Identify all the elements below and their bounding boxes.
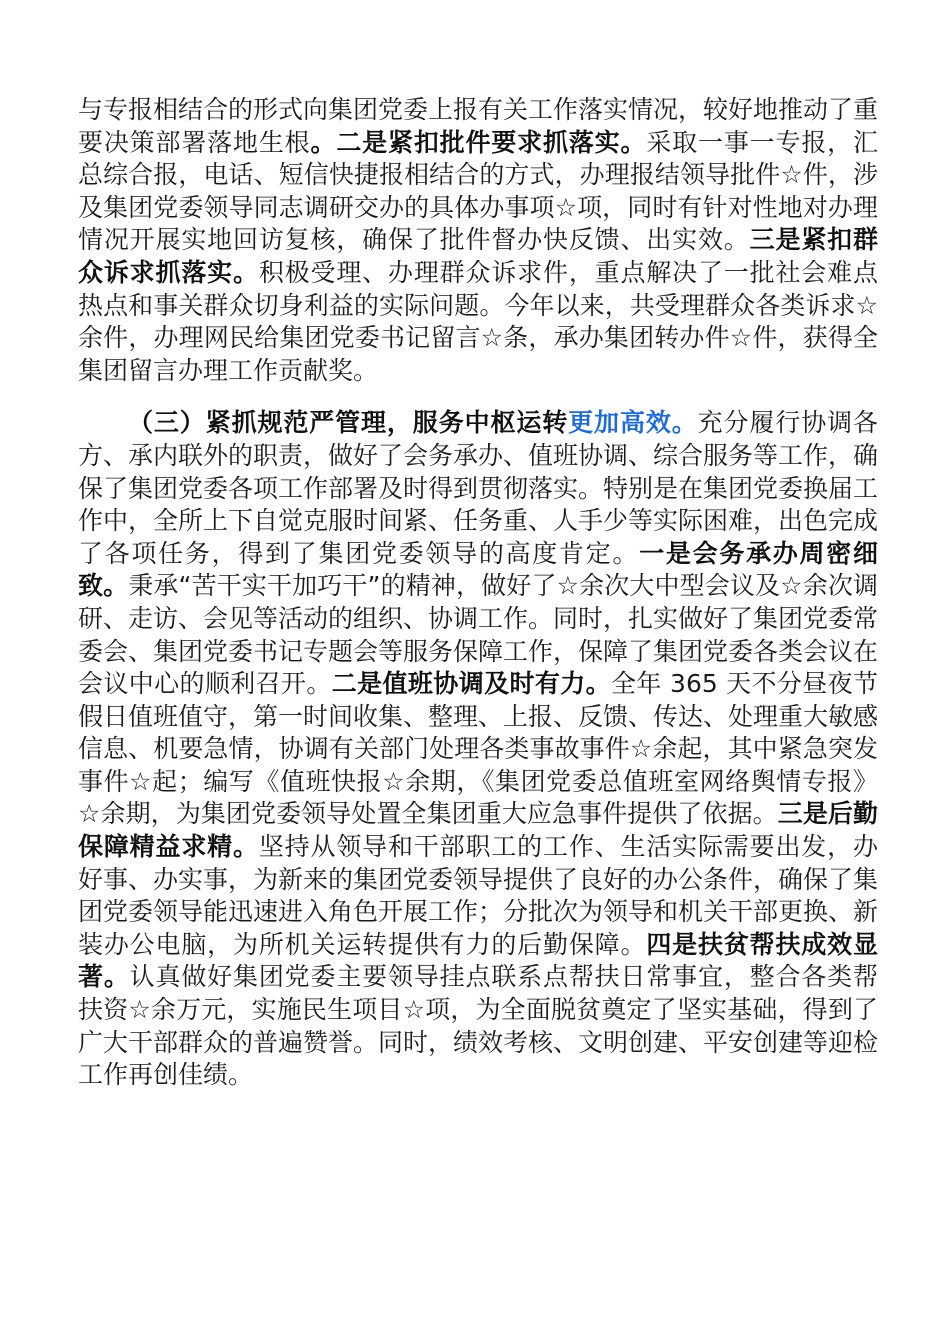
paragraph-2	[78, 407, 878, 1091]
paragraph-1-heading-3: 三是紧扣群众诉求抓落实。	[78, 225, 878, 287]
paragraph-2-heading-3: 三是后勤保障精益求精。	[78, 799, 878, 862]
paragraph-1	[78, 94, 878, 387]
paragraph-2-heading-4: 四是扶贫帮扶成效显著。	[78, 929, 878, 992]
paragraph-2-text-3: 坚持从领导和干部职工的工作、生活实际需要出发，办好事、办实事，为新来的集团党委领导提供了良好的办公条件，确保了集团党委领导能迅速进入角色开展工作；分批次为领导和机关干部更换、新装办公电脑，为所机关运转提供有力的后勤保障。	[78, 832, 879, 959]
paragraph-1-text-1: 与专报相结合的形式向集团党委上报有关工作落实情况，较好地推动了重要决策部署落地生根	[78, 95, 879, 157]
document-page	[78, 94, 878, 1092]
section-heading-highlight: 更加高效。	[568, 408, 698, 438]
paragraph-1-text-3: 积极受理、办理群众诉求件，重点解决了一批社会难点热点和事关群众切身利益的实际问题。今年以来，共受理群众各类诉求☆余件，办理网民给集团党委书记留言☆条，承办集团转办件☆件，获得全集团留言办理工作贡献奖。	[78, 257, 878, 385]
paragraph-2-text-1: 秉承“苦干实干加巧干”的精神，做好了☆余次大中型会议及☆余次调研、走访、会见等活动的组织、协调工作。同时，扎实做好了集团党委常委会、集团党委书记专题会等服务保障工作，保障了集团党委各类会议在会议中心的顺利召开。	[78, 571, 879, 699]
paragraph-2-text-4: 认真做好集团党委主要领导挂点联系点帮扶日常事宜，整合各类帮扶资☆余万元，实施民生项目☆项，为全面脱贫奠定了坚实基础，得到了广大干部群众的普遍赞誉。同时，绩效考核、文明创建、平安创建等迎检工作再创佳绩。	[78, 962, 879, 1090]
paragraph-2-text-intro: 充分履行协调各方、承内联外的职责，做好了会务承办、值班协调、综合服务等工作，确保了集团党委各项工作部署及时得到贯彻落实。特别是在集团党委换届工作中，全所上下自觉克服时间紧、任务重、人手少等实际困难，出色完成了各项任务，得到了集团党委领导的高度肯定。	[78, 408, 879, 568]
section-heading-3: （三）紧抓规范严管理，服务中枢运转	[128, 408, 569, 438]
paragraph-2-heading-1: 一是会务承办周密细致。	[78, 538, 878, 601]
paragraph-2-text-2: 全年 365 天不分昼夜节假日值班值守，第一时间收集、整理、上报、反馈、传达、处理重大敏感信息、机要急情，协调有关部门处理各类事故事件☆余起，其中紧急突发事件☆起；编写《值班快报☆余期，《集团党委总值班室网络舆情专报》☆余期，为集团党委领导处置全集团重大应急事件提供了依据。	[78, 669, 879, 829]
paragraph-2-heading-2: 二是值班协调及时有力。	[331, 669, 611, 699]
paragraph-1-heading-2: 。二是紧扣批件要求抓落实。	[310, 127, 647, 157]
paragraph-1-text-2: 采取一事一专报，汇总综合报，电话、短信快捷报相结合的方式，办理报结领导批件☆件，涉及集团党委领导同志调研交办的具体办事项☆项，同时有针对性地对办理情况开展实地回访复核，确保了批件督办快反馈、出实效。	[78, 127, 878, 255]
